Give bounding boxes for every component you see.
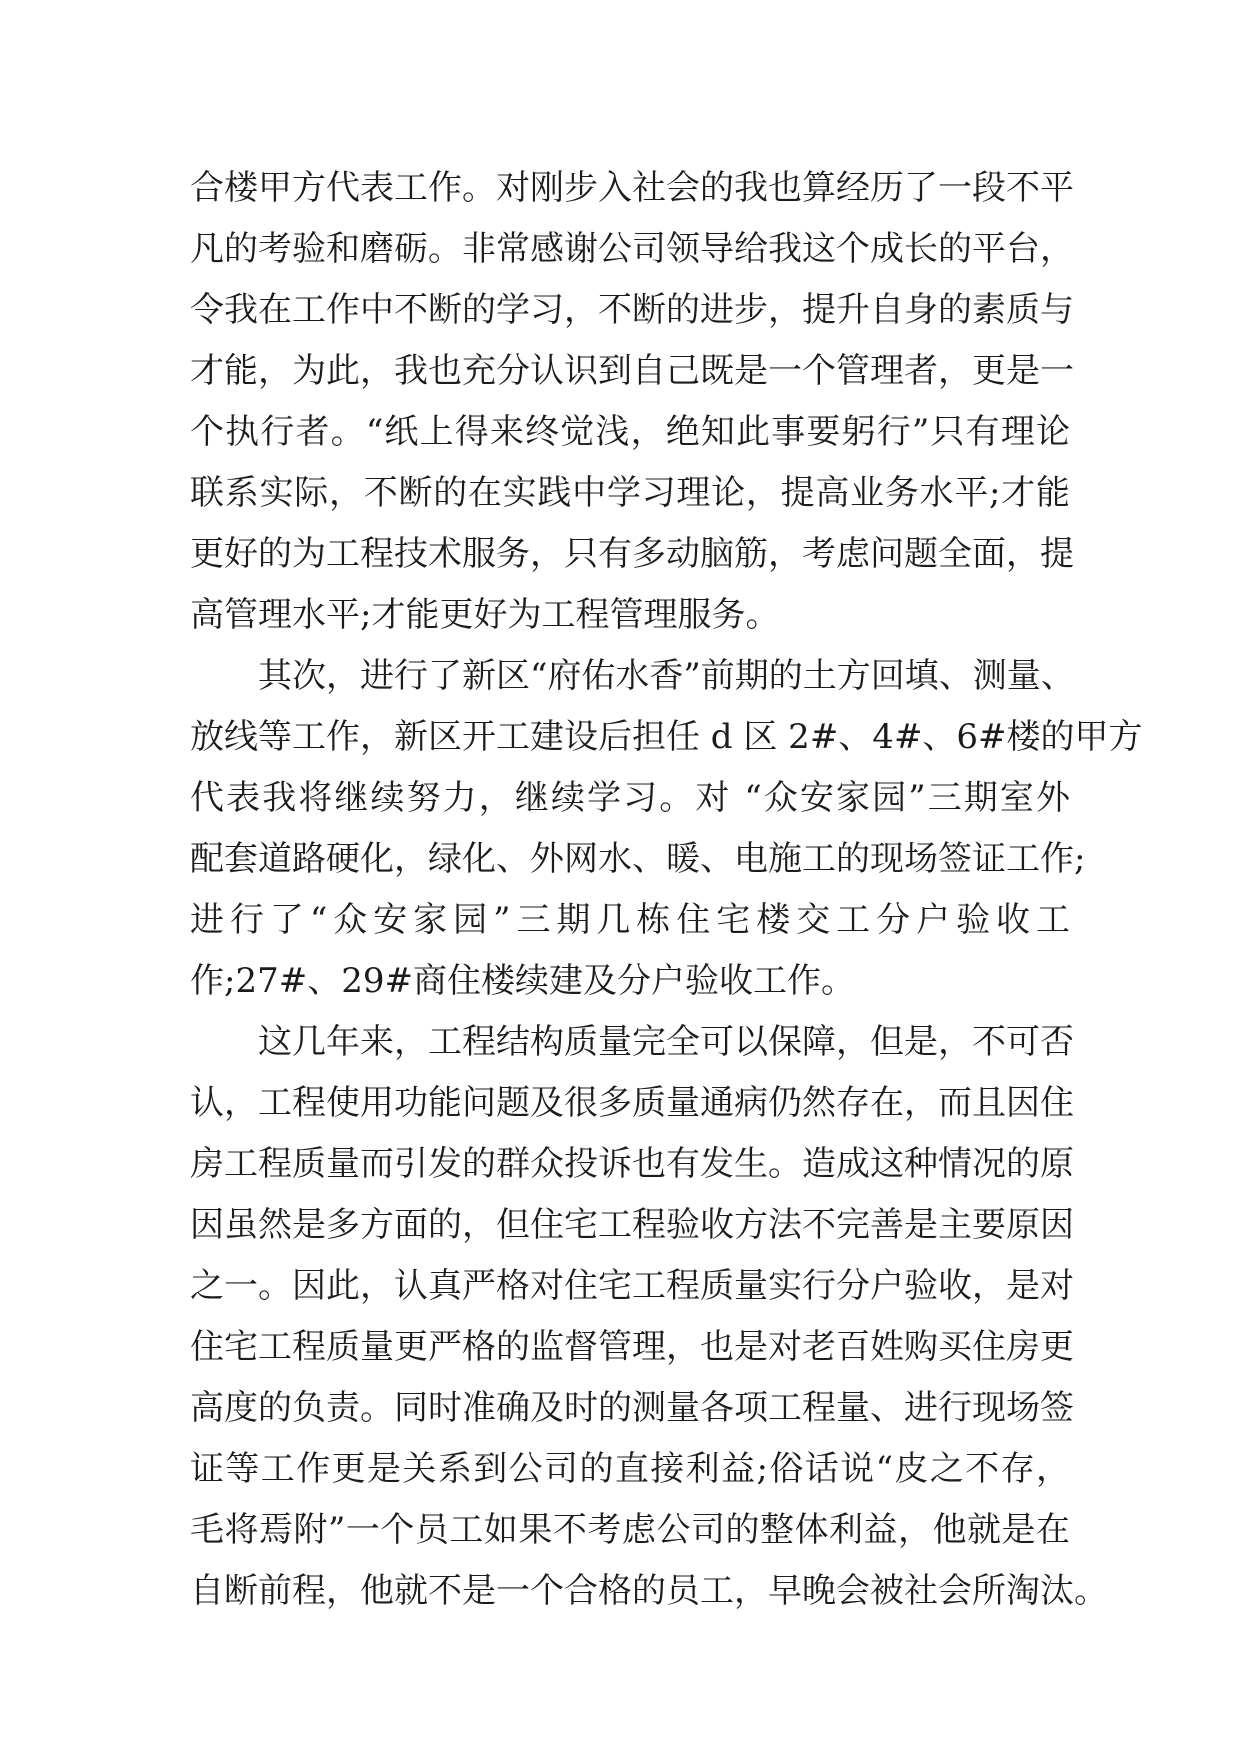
paragraph-3 [190,1012,1108,1622]
text-line: 令我在工作中不断的学习，不断的进步，提升自身的素质与 [190,290,1074,330]
text-line: 个执行者。“纸上得来终觉浅，绝知此事要躬行”只有理论 [190,412,1070,452]
text-line: 凡的考验和磨砺。非常感谢公司领导给我这个成长的平台， [190,229,1074,269]
text-line: 才能，为此，我也充分认识到自己既是一个管理者，更是一 [190,351,1074,391]
text-line: 更好的为工程技术服务，只有多动脑筋，考虑问题全面，提 [190,534,1074,574]
text-line: 毛将焉附”一个员工如果不考虑公司的整体利益，他就是在 [190,1510,1070,1550]
text-line: 房工程质量而引发的群众投诉也有发生。造成这种情况的原 [190,1144,1074,1184]
text-line: 这几年来，工程结构质量完全可以保障，但是，不可否 [258,1022,1074,1062]
text-line: 配套道路硬化，绿化、外网水、暖、电施工的现场签证工作; [190,839,1086,879]
text-line: 高管理水平;才能更好为工程管理服务。 [190,595,780,635]
text-line: 认，工程使用功能问题及很多质量通病仍然存在，而且因住 [190,1083,1074,1123]
text-line: 之一。因此，认真严格对住宅工程质量实行分户验收，是对 [190,1266,1074,1306]
text-line: 作;27#、29#商住楼续建及分户验收工作。 [190,961,855,1001]
text-line: 合楼甲方代表工作。对刚步入社会的我也算经历了一段不平 [190,168,1074,208]
body-text [190,158,1143,1622]
text-line: 代表我将继续努力，继续学习。对 “众安家园”三期室外 [190,778,1070,818]
text-line: 自断前程，他就不是一个合格的员工，早晚会被社会所淘汰。 [190,1571,1108,1611]
text-line: 证等工作更是关系到公司的直接利益;俗话说“皮之不存， [190,1449,1070,1489]
text-line: 放线等工作，新区开工建设后担任 d 区 2#、4#、6#楼的甲方 [190,717,1143,757]
text-line: 因虽然是多方面的，但住宅工程验收方法不完善是主要原因 [190,1205,1074,1245]
text-line: 其次，进行了新区“府佑水香”前期的土方回填、测量、 [258,656,1075,696]
paragraph-1 [190,158,1074,646]
text-line: 住宅工程质量更严格的监督管理，也是对老百姓购买住房更 [190,1327,1074,1367]
text-line: 高度的负责。同时准确及时的测量各项工程量、进行现场签 [190,1388,1074,1428]
text-line: 进行了“众安家园”三期几栋住宅楼交工分户验收工 [190,900,1070,940]
paragraph-2 [190,646,1143,1012]
text-line: 联系实际，不断的在实践中学习理论，提高业务水平;才能 [190,473,1070,513]
